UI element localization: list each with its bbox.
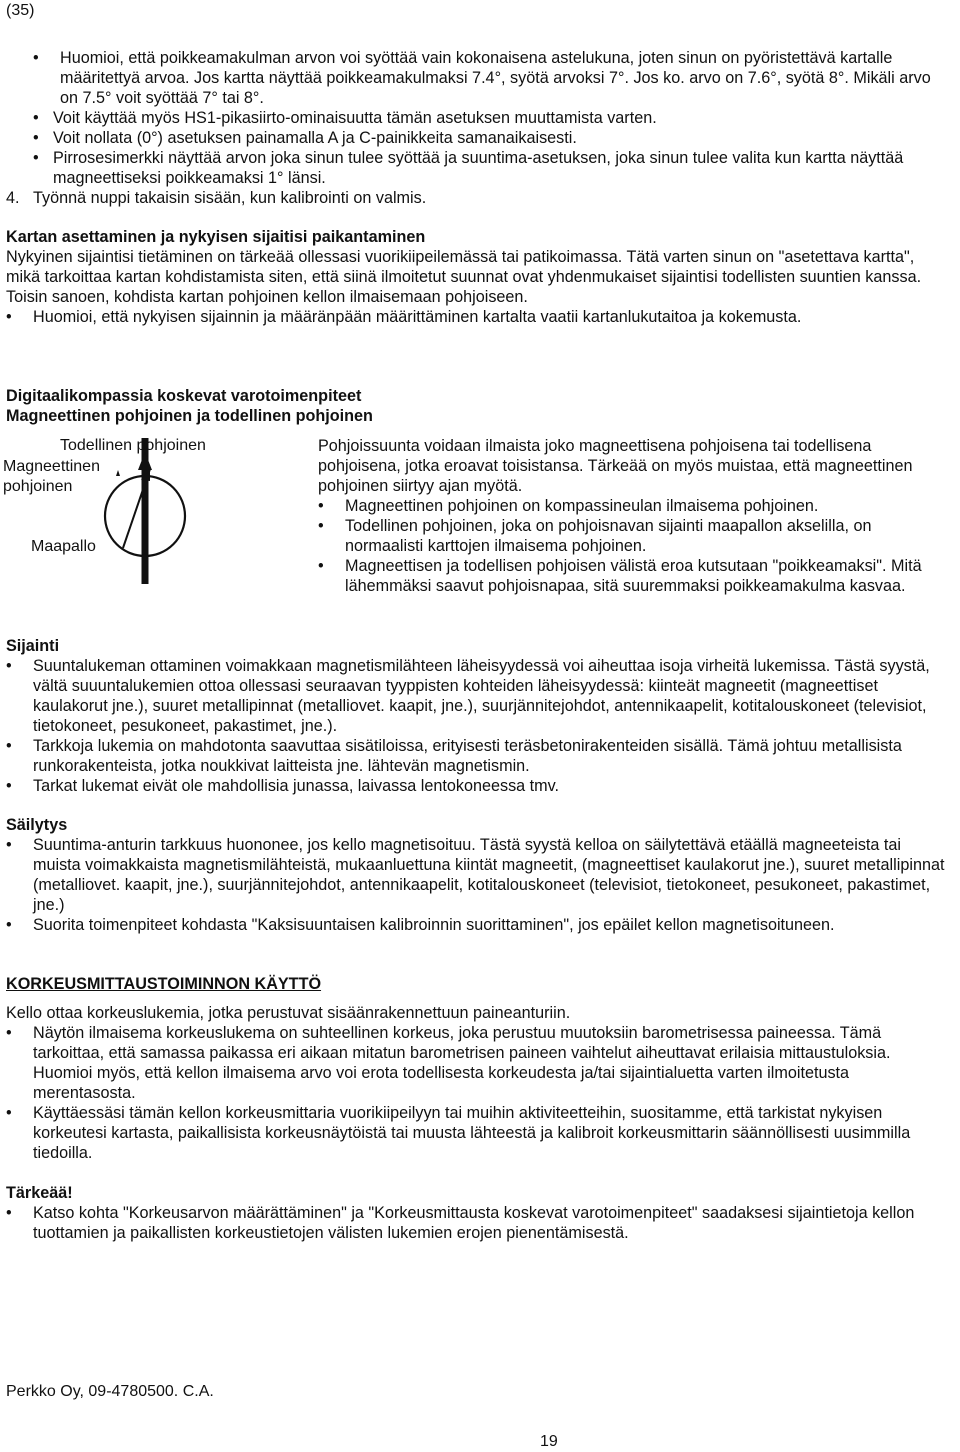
list-item: • Tarkat lukemat eivät ole mahdollisia junassa, laivassa lentokoneessa tmv. (6, 777, 560, 795)
bullet-icon: • (318, 557, 324, 575)
storage-section (6, 815, 952, 935)
bullet-icon: • (6, 1024, 12, 1042)
list-item: • Katso kohta "Korkeusarvon määrättäminen" ja "Korkeusmittausta koskevat varotoimenpiteet" saadaksesi sijaintietoja kellon tuottamien ja paikallisten korkeustietojen välisten lukemien erojen pienentämisestä. (6, 1204, 915, 1242)
bullet-icon: • (33, 129, 39, 147)
paragraph: Nykyinen sijaintisi tietäminen on tärkeää ollessasi vuorikiipeilemässä tai patikoimassa. Tätä varten sinun on "asetettava kartta", mikä tarkoittaa kartan kohdistamista siten, että siinä ilmoitetut suunnat ovat yhdenmukaiset sijaintisi todellisten suuntien kanssa. Toisin sanoen, kohdista kartan pohjoinen kellon ilmaisemaan pohjoiseen. (6, 248, 922, 306)
list-item: • Huomioi, että nykyisen sijainnin ja määränpään määrittäminen kartalta vaatii kartanlukutaitoa ja kokemusta. (6, 308, 802, 326)
bullet-icon: • (6, 777, 12, 795)
section-heading: Kartan asettaminen ja nykyisen sijaitisi paikantaminen (6, 228, 426, 246)
bullet-icon: • (33, 149, 39, 167)
important-section (6, 1183, 952, 1243)
bullet-icon: • (6, 737, 12, 755)
bullet-icon: • (33, 109, 39, 127)
bullet-icon: • (318, 517, 324, 535)
compass-headings (6, 386, 952, 426)
section-heading: Säilytys (6, 816, 68, 834)
north-diagram (0, 436, 310, 596)
label-magnetic-north-line2: pohjoinen (3, 478, 73, 495)
list-item: • Voit käyttää myös HS1-pikasiirto-ominaisuutta tämän asetuksen muuttamista varten. (33, 109, 657, 127)
list-item: • Suorita toimenpiteet kohdasta "Kaksisuuntaisen kalibroinnin suorittaminen", jos epäilet kellon magnetisoituneen. (6, 916, 835, 934)
list-item: • Voit nollata (0°) asetuksen painamalla A ja C-painikkeita samanaikaisesti. (33, 129, 577, 147)
top-bullet-list (6, 48, 952, 208)
bullet-icon: • (6, 657, 12, 675)
page-marker: (35) (6, 2, 35, 19)
label-earth: Maapallo (31, 538, 96, 555)
list-item: • Huomioi, että poikkeamakulman arvon voi syöttää vain kokonaisena astelukuna, joten sinun on pyöristettävä kartalle määritettyä arvoa. Jos kartta näyttää poikkeamakulmaksi 7.4°, syötä arvoksi 7°. Jos ko. arvo on 7.6°, syötä 8°. Mikäli arvo on 7.5° voit syöttää 7° tai 8°. (33, 49, 931, 107)
bullet-icon: • (318, 497, 324, 515)
page-number: 19 (540, 1433, 558, 1450)
list-item: • Todellinen pohjoinen, joka on pohjoisnavan sijainti maapallon akselilla, on normaalisti karttojen ilmaisema pohjoinen. (318, 517, 872, 555)
list-item: • Tarkkoja lukemia on mahdotonta saavuttaa sisätiloissa, erityisesti teräsbetonirakenteiden sisällä. Tämä johtuu metallisista runkorakenteista, jotka noukkivat laitteista jne. lähtevän magnetismin. (6, 737, 902, 775)
magnetic-pointer (116, 470, 120, 476)
bullet-icon: • (33, 49, 39, 67)
location-section (6, 636, 952, 796)
footer-text: Perkko Oy, 09-4780500. C.A. (6, 1383, 214, 1400)
section-heading: KORKEUSMITTAUSTOIMINNON KÄYTTÖ (6, 975, 322, 993)
section-subheading: Magneettinen pohjoinen ja todellinen pohjoinen (6, 407, 373, 425)
label-magnetic-north-line1: Magneettinen (3, 458, 100, 475)
paragraph: Pohjoissuunta voidaan ilmaista joko magneettisena pohjoisena tai todellisena pohjoisena, jotka eroavat toisistansa. Tärkeää on myös muistaa, että magneettinen pohjoinen siirtyy ajan myötä. (318, 437, 913, 495)
list-item: • Magneettisen ja todellisen pohjoisen välistä eroa kutsutaan "poikkeamaksi". Mitä lähemmäksi saavut pohjoisnapaa, sitä suuremmaksi poikkeamakulma kasvaa. (318, 557, 922, 595)
map-section (6, 227, 952, 327)
bullet-icon: • (6, 308, 12, 326)
paragraph: Kello ottaa korkeuslukemia, jotka perustuvat sisäänrakennettuun paineanturiin. (6, 1004, 571, 1022)
bullet-icon: • (6, 1104, 12, 1122)
list-item: • Suuntima-anturin tarkkuus huononee, jos kello magnetisoituu. Tästä syystä kelloa on säilytettävä etäällä magneeteista tai muista voimakkaista magnetismilähteistä, mukaanluettuna kiintät magneetit, (magneettiset kaulakorut jne.), suuret metallipinnat (metalliovet. kaapit, jne.), suurjännitejohdot, antennikaapelit, kotitalouskoneet (televisiot, tietokoneet, pesukoneet, pakastimet, jne.) (6, 836, 945, 914)
bullet-icon: • (6, 1204, 12, 1222)
list-item: • Magneettinen pohjoinen on kompassineulan ilmaisema pohjoinen. (318, 497, 819, 515)
list-item: • Näytön ilmaisema korkeuslukema on suhteellinen korkeus, joka perustuu muutoksiin barometrisessa paineessa. Tämä tarkoittaa, että samassa paikassa eri aikaan mitatun barometrisen paineen vaihtelut aiheuttavat erilaisia mittaustuloksia. Huomioi myös, että kellon ilmaisema arvo voi erota todellisesta korkeudesta ja/tai sijaintialuetta varten ilmoitetusta merentasosta. (6, 1024, 891, 1102)
step-4: 4. Työnnä nuppi takaisin sisään, kun kalibrointi on valmis. (6, 189, 427, 207)
section-heading: Tärkeää! (6, 1184, 73, 1202)
section-heading: Digitaalikompassia koskevat varotoimenpiteet (6, 387, 362, 405)
list-item: • Käyttäessäsi tämän kellon korkeusmittaria vuorikiipeilyyn tai muihin aktiviteetteihin, suositamme, että tarkistat nykyisen korkeutesi kartasta, paikallisista korkeusnäytöistä tai muusta lähteestä ja kalibroit korkeusmittarin säännöllisesti uusimmilla tiedoilla. (6, 1104, 911, 1162)
section-heading: Sijainti (6, 637, 60, 655)
bullet-icon: • (6, 836, 12, 854)
north-explanation (318, 436, 954, 596)
bullet-icon: • (6, 916, 12, 934)
list-item: • Pirrosesimerkki näyttää arvon joka sinun tulee syöttää ja suuntima-asetuksen, joka sinun tulee valita kun kartta näyttää magneettiseksi poikkeamaksi 1° länsi. (33, 149, 904, 187)
list-item: • Suuntalukeman ottaminen voimakkaan magnetismilähteen läheisyydessä voi aiheuttaa isoja virheitä lukemissa. Tästä syystä, vältä suuuntalukemien ottoa ollessasi seuraavan tyyppisten kohteiden läheisyydessä: kiinteät magneetit (magneettiset kaulakorut jne.), suuret metallipinnat (metalliovet. kaapit, jne.), suurjännitejohdot, antennikaapelit, kotitalouskoneet (televisiot, tietokoneet, pesukoneet, pakastimet, jne.). (6, 657, 930, 735)
altitude-section (6, 974, 952, 1163)
label-true-north: Todellinen pohjoinen (60, 437, 206, 454)
